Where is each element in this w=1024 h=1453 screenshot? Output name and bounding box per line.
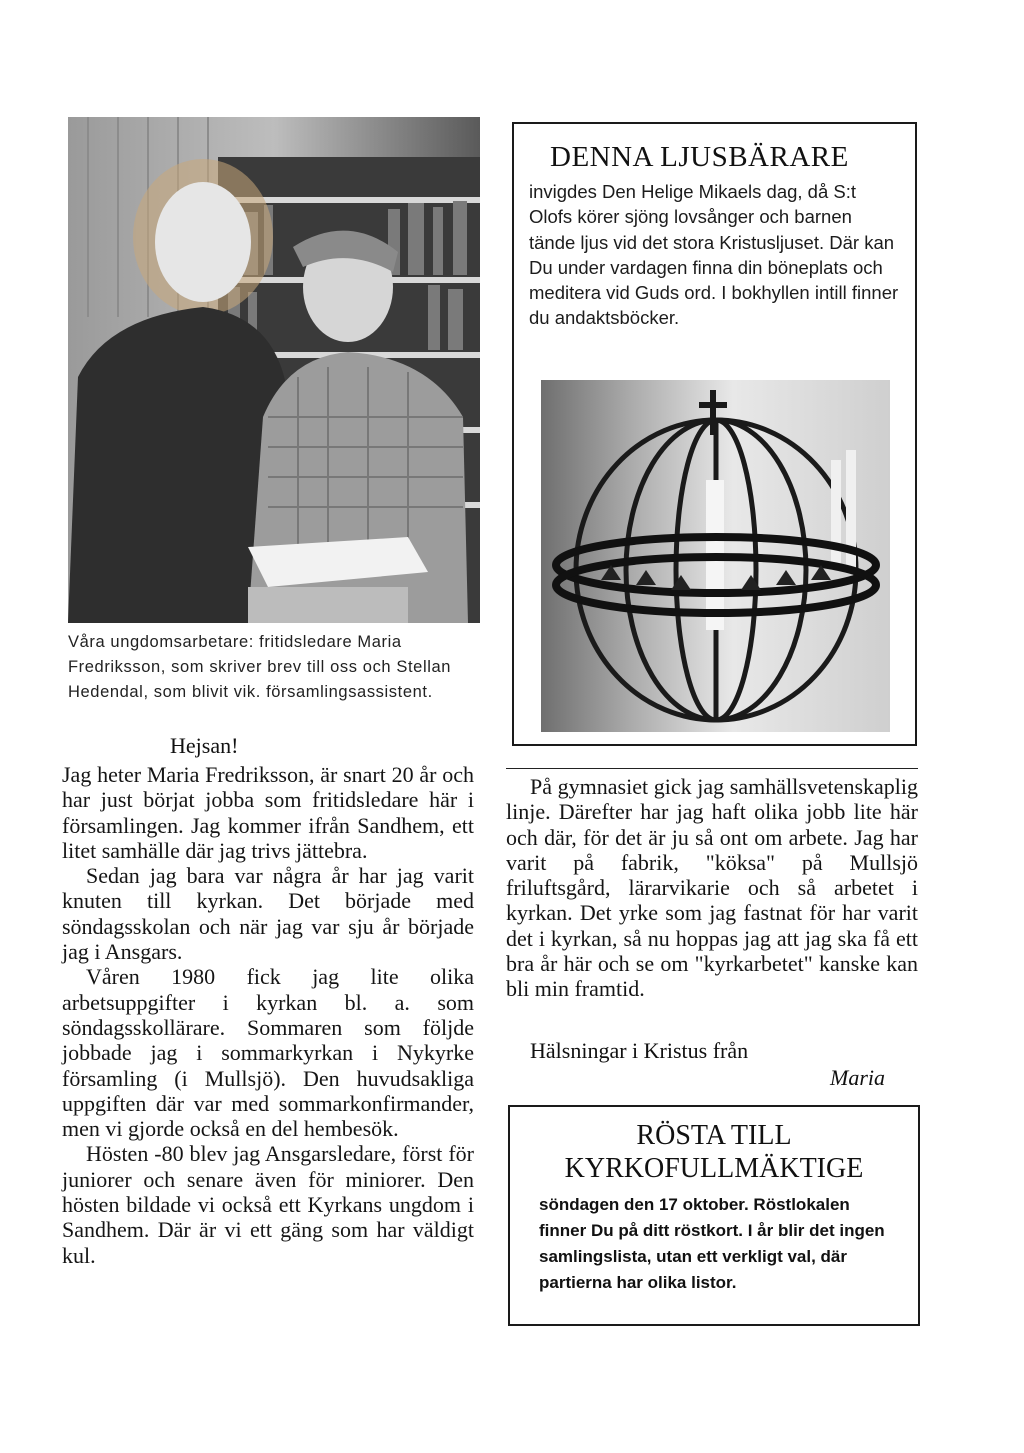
letter-closing: Hälsningar i Kristus från	[530, 1038, 749, 1063]
rosta-title-line1: RÖSTA TILL	[636, 1120, 792, 1151]
letter-paragraph: På gymnasiet gick jag samhällsvetenskaplig linje. Därefter har jag haft olika jobb lite här och där, för det är ju så ont om arbete. Jag har varit på fabrik, "köksa" på Mullsjö friluftsgård, lärarvikarie och så arbetet i kyrkan. Det yrke som jag fastnat för har varit det i kyrkan, så nu hoppas jag att jag ska få ett bra år här och se om "kyrkarbetet" kanske kan bli min framtid.	[506, 774, 918, 1002]
candle-holder-photo	[541, 380, 890, 732]
column-divider	[506, 768, 918, 769]
youth-workers-photo	[68, 117, 480, 623]
letter-paragraph: Hösten -80 blev jag Ansgarsledare, först för juniorer och senare även för miniorer. Den hösten bildade vi också ett Kyrkans ungdom i Sandhem. Där är vi ett gäng som har väldigt kul.	[62, 1141, 474, 1268]
photo-caption: Våra ungdomsarbetare: fritidsledare Maria Fredriksson, som skriver brev till oss och Stellan Hedendal, som blivit vik. församlingsassistent.	[68, 633, 452, 701]
letter-greeting: Hejsan!	[170, 733, 239, 758]
ljusbarare-title: DENNA LJUSBÄRARE	[550, 141, 849, 173]
letter-right-column	[506, 774, 918, 1002]
letter-paragraph: Sedan jag bara var några år har jag varit knuten till kyrkan. Det började med söndagsskolan och när jag var sju år började jag i Ansgars.	[62, 863, 474, 965]
letter-paragraph: Jag heter Maria Fredriksson, är snart 20 år och har just börjat jobba som fritidsledare här i församlingen. Jag kommer ifrån Sandhem, ett litet samhälle där jag trivs jättebra.	[62, 762, 474, 863]
rosta-title-line2: KYRKOFULLMÄKTIGE	[564, 1153, 864, 1184]
rosta-text: söndagen den 17 oktober. Röstlokalen finner Du på ditt röstkort. I år blir det ingen samlingslista, utan ett verkligt val, där partierna har olika listor.	[539, 1195, 885, 1292]
letter-paragraph: Våren 1980 fick jag lite olika arbetsuppgifter i kyrkan bl. a. som söndagsskollärare. Sommaren som följde jobbade jag i sommarkyrkan i Nykyrke församling (i Mullsjö). Den huvudsakliga uppgiften där var med sommarkonfirmander, men vi gjorde också en del hembesök.	[62, 964, 474, 1142]
letter-left-column	[62, 762, 474, 1268]
letter-signature: Maria	[830, 1065, 885, 1090]
ljusbarare-text: invigdes Den Helige Mikaels dag, då S:t Olofs körer sjöng lovsånger och barnen tände ljus vid det stora Kristusljuset. Där kan Du under vardagen finna din böneplats och meditera vid Guds ord. I bokhyllen intill finner du andaktsböcker.	[529, 181, 899, 329]
